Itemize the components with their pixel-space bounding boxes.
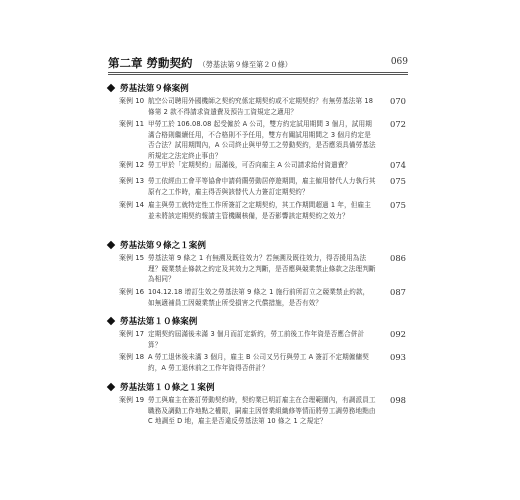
case-entry <box>119 395 409 427</box>
case-page-number: 074 <box>390 160 406 170</box>
chapter-heading <box>108 55 408 71</box>
section-title: 勞基法第９條之１案例 <box>120 241 206 251</box>
case-page-number: 075 <box>390 200 406 210</box>
section-heading <box>108 239 206 251</box>
section-title: 勞基法第９條案例 <box>120 84 189 94</box>
case-page-number: 070 <box>390 96 406 106</box>
case-label: 案例 10 <box>119 97 145 105</box>
diamond-bullet-icon <box>107 383 115 391</box>
case-page-number: 092 <box>390 329 406 339</box>
case-page-number: 072 <box>390 119 406 129</box>
case-text: 勞基法第 9 條之 1 有無溯及既往效力？若無溯及既往效力，得否援用為法理？競業禁止條款之約定及其效力之判斷，是否應與競業禁止條款之法理判斷為相同？ <box>148 254 376 283</box>
section-heading <box>108 381 215 393</box>
case-text: 勞工依經由工會平等協會申請荷蘭勞動居停遊期間，雇主僱用替代人力執行其原有之工作時，雇主得否與該替代人力簽訂定期契約？ <box>148 177 376 196</box>
case-label: 案例 12 <box>119 161 145 169</box>
case-label: 案例 15 <box>119 254 145 262</box>
case-label: 案例 17 <box>119 330 145 338</box>
diamond-bullet-icon <box>107 84 115 92</box>
case-text: A 勞工退休後未滿 3 個月，雇主 B 公司又另行與勞工 A 簽訂不定期僱傭契約，A 勞工退休前之工作年資得否併計？ <box>148 353 369 372</box>
case-page-number: 098 <box>390 395 406 405</box>
case-entry <box>119 253 409 285</box>
diamond-bullet-icon <box>107 317 115 325</box>
case-text: 航空公司聘用外國機師之契約究係定期契約或不定期契約？有無勞基法第 18 條第 2 款不得請求資遣費及預告工資規定之適用？ <box>148 97 373 116</box>
case-label: 案例 16 <box>119 288 145 296</box>
chapter-title: 第二章 勞動契約 <box>108 56 193 70</box>
case-text: 雇主與勞工就特定性工作所簽訂之定期契約，其工作期間超過 1 年，但雇主並未將該定期契約報請主管機關核備，是否影響該定期契約之效力？ <box>148 201 371 220</box>
case-page-number: 093 <box>390 352 406 362</box>
case-page-number: 087 <box>390 287 406 297</box>
case-entry <box>119 96 409 117</box>
case-text: 甲勞工於 106.08.08 起受僱於 A 公司，雙方約定試用期間 3 個月，試用期滿合格則繼續任用，不合格則不予任用，雙方有關試用期間之 3 個月約定是否合法？試用期間內，A 公司終止與甲勞工之勞動契約，是否應須具備勞基法所規定之法定終止事由？ <box>148 120 376 160</box>
header-rule-top <box>108 72 408 73</box>
case-text: 勞工與雇主在簽訂勞動契約時，契約業已明訂雇主在合理範圍內，有調派員工職務及調動工作地點之權限，嗣雇主因營業組織修等情而將勞工調勞務地點由 C 地調至 D 地，雇主是否違反勞基法第 10 條之 1 之規定？ <box>148 396 376 425</box>
case-entry <box>119 329 409 350</box>
header-rule-bottom <box>108 74 408 75</box>
chapter-subtitle: （勞基法第９條至第２０條） <box>198 60 292 69</box>
case-label: 案例 13 <box>119 177 145 185</box>
chapter-page-number: 069 <box>390 57 408 67</box>
section-title: 勞基法第１０條之１案例 <box>120 383 215 393</box>
section-title: 勞基法第１０條案例 <box>120 317 198 327</box>
case-text: 定期契約屆滿後未滿 3 個月而訂定新約，勞工前後工作年資是否應合併計算？ <box>148 330 365 349</box>
case-label: 案例 19 <box>119 396 145 404</box>
case-text: 勞工甲於「定期契約」屆滿後，可否向雇主 A 公司請求給付資遣費？ <box>148 161 352 169</box>
case-text: 104.12.18 增訂生效之勞基法第 9 條之 1 施行前所訂立之競業禁止約款，如無適補員工因競業禁止所受損害之代償措施，是否有效？ <box>148 288 370 307</box>
case-label: 案例 14 <box>119 201 145 209</box>
case-label: 案例 18 <box>119 353 145 361</box>
case-entry <box>119 119 409 161</box>
case-entry <box>119 160 409 171</box>
section-heading <box>108 82 189 94</box>
case-entry <box>119 176 409 197</box>
case-entry <box>119 352 409 373</box>
case-entry <box>119 200 409 221</box>
diamond-bullet-icon <box>107 241 115 249</box>
case-entry <box>119 287 409 308</box>
case-label: 案例 11 <box>119 120 145 128</box>
case-page-number: 086 <box>390 253 406 263</box>
section-heading <box>108 315 197 327</box>
case-page-number: 075 <box>390 176 406 186</box>
